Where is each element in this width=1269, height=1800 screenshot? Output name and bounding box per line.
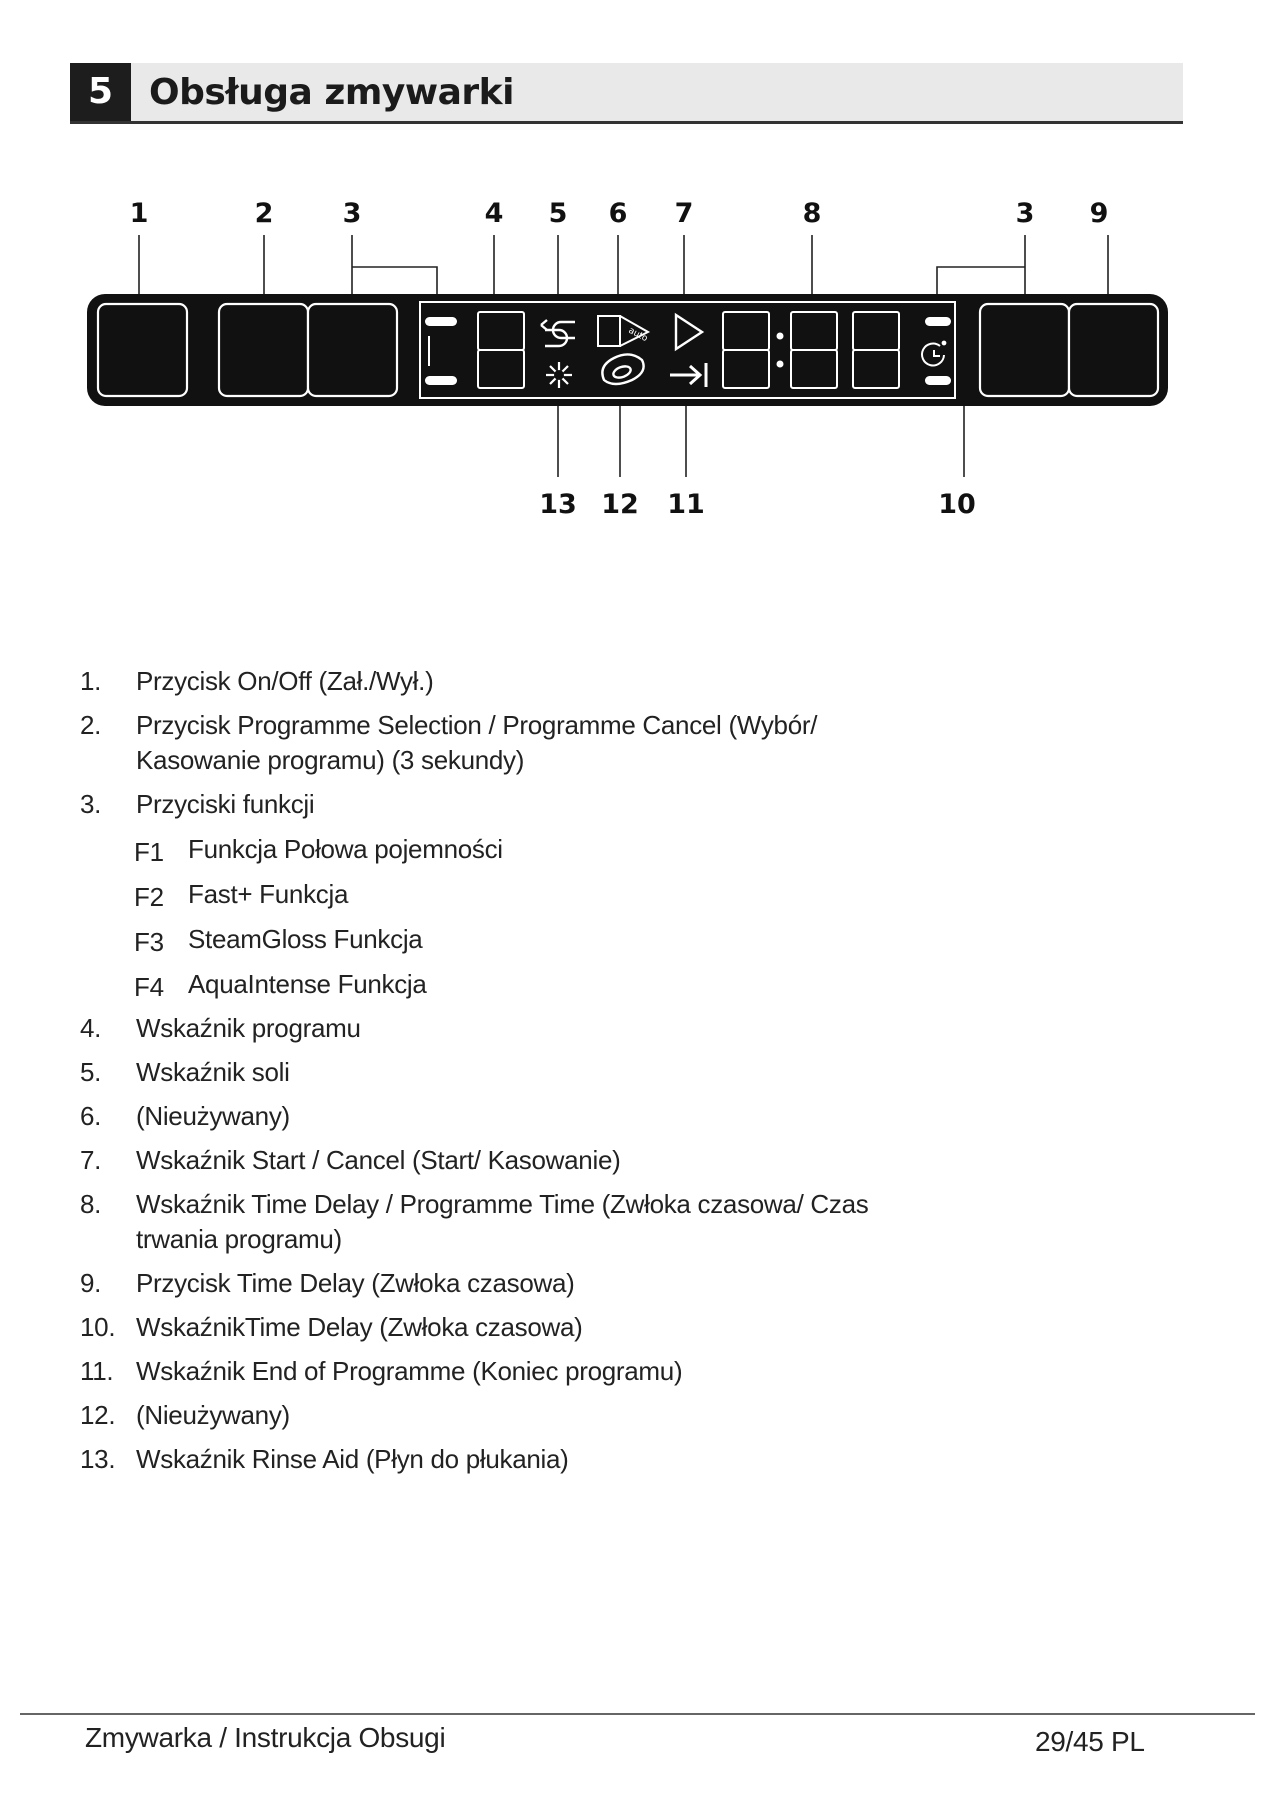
- footer-document-title: Zmywarka / Instrukcja Obsugi: [85, 1722, 446, 1753]
- function-item: F2 Fast+ Funkcja: [134, 879, 349, 912]
- list-item: 11. Wskaźnik End of Programme (Koniec programu): [80, 1356, 683, 1386]
- section-title: Obsługa zmywarki: [149, 72, 514, 113]
- list-item: 2. Przycisk Programme Selection / Programme Cancel (Wybór/ Kasowanie programu) (3 sekundy): [80, 710, 818, 775]
- function-indicator-bottom-left: [425, 376, 457, 385]
- callout-7: 7: [674, 198, 694, 229]
- callout-11: 11: [667, 489, 705, 520]
- list-item: 12. (Nieużywany): [80, 1400, 290, 1430]
- auto-label: auto: [626, 325, 650, 345]
- time-delay-button[interactable]: [1069, 304, 1158, 396]
- list-item: 5. Wskaźnik soli: [80, 1057, 290, 1087]
- list-item: 8. Wskaźnik Time Delay / Programme Time (Zwłoka czasowa/ Czas trwania programu): [80, 1189, 869, 1254]
- function-button-left[interactable]: [308, 304, 397, 396]
- function-indicator-bottom-right: [925, 376, 951, 385]
- footer-divider: [20, 1713, 1255, 1715]
- footer-page-number: 29/45 PL: [1035, 1726, 1145, 1757]
- control-panel-svg: [0, 190, 1269, 550]
- list-item: 10. WskaźnikTime Delay (Zwłoka czasowa): [80, 1312, 583, 1342]
- list-item: 6. (Nieużywany): [80, 1101, 290, 1131]
- callout-2: 2: [254, 198, 274, 229]
- list-item: 3. Przyciski funkcji: [80, 789, 315, 819]
- function-indicator-top-left: [425, 317, 457, 326]
- list-item: 13. Wskaźnik Rinse Aid (Płyn do płukania): [80, 1444, 569, 1474]
- legend-list: [80, 664, 980, 1477]
- callout-10: 10: [938, 489, 976, 520]
- list-item: 4. Wskaźnik programu: [80, 1013, 361, 1043]
- section-header: [70, 63, 1183, 123]
- callout-9: 9: [1089, 198, 1109, 229]
- function-item: F4 AquaIntense Funkcja: [134, 969, 427, 1002]
- programme-selection-button[interactable]: [219, 304, 308, 396]
- callout-13: 13: [539, 489, 577, 520]
- callout-1: 1: [129, 198, 149, 229]
- callout-5: 5: [548, 198, 568, 229]
- section-number: 5: [70, 63, 131, 121]
- callout-3-right: 3: [1015, 198, 1035, 229]
- control-panel-diagram: [0, 190, 1269, 550]
- callout-6: 6: [608, 198, 628, 229]
- function-indicator-top-right: [925, 317, 951, 326]
- callout-12: 12: [601, 489, 639, 520]
- callout-3-left: 3: [342, 198, 362, 229]
- callout-4: 4: [484, 198, 504, 229]
- list-item: 1. Przycisk On/Off (Zał./Wył.): [80, 666, 434, 696]
- function-button-right[interactable]: [980, 304, 1069, 396]
- list-item: 7. Wskaźnik Start / Cancel (Start/ Kasowanie): [80, 1145, 621, 1175]
- function-item: F1 Funkcja Połowa pojemności: [134, 834, 503, 867]
- callout-8: 8: [802, 198, 822, 229]
- function-item: F3 SteamGloss Funkcja: [134, 924, 423, 957]
- on-off-button[interactable]: [98, 304, 187, 396]
- list-item: 9. Przycisk Time Delay (Zwłoka czasowa): [80, 1268, 575, 1298]
